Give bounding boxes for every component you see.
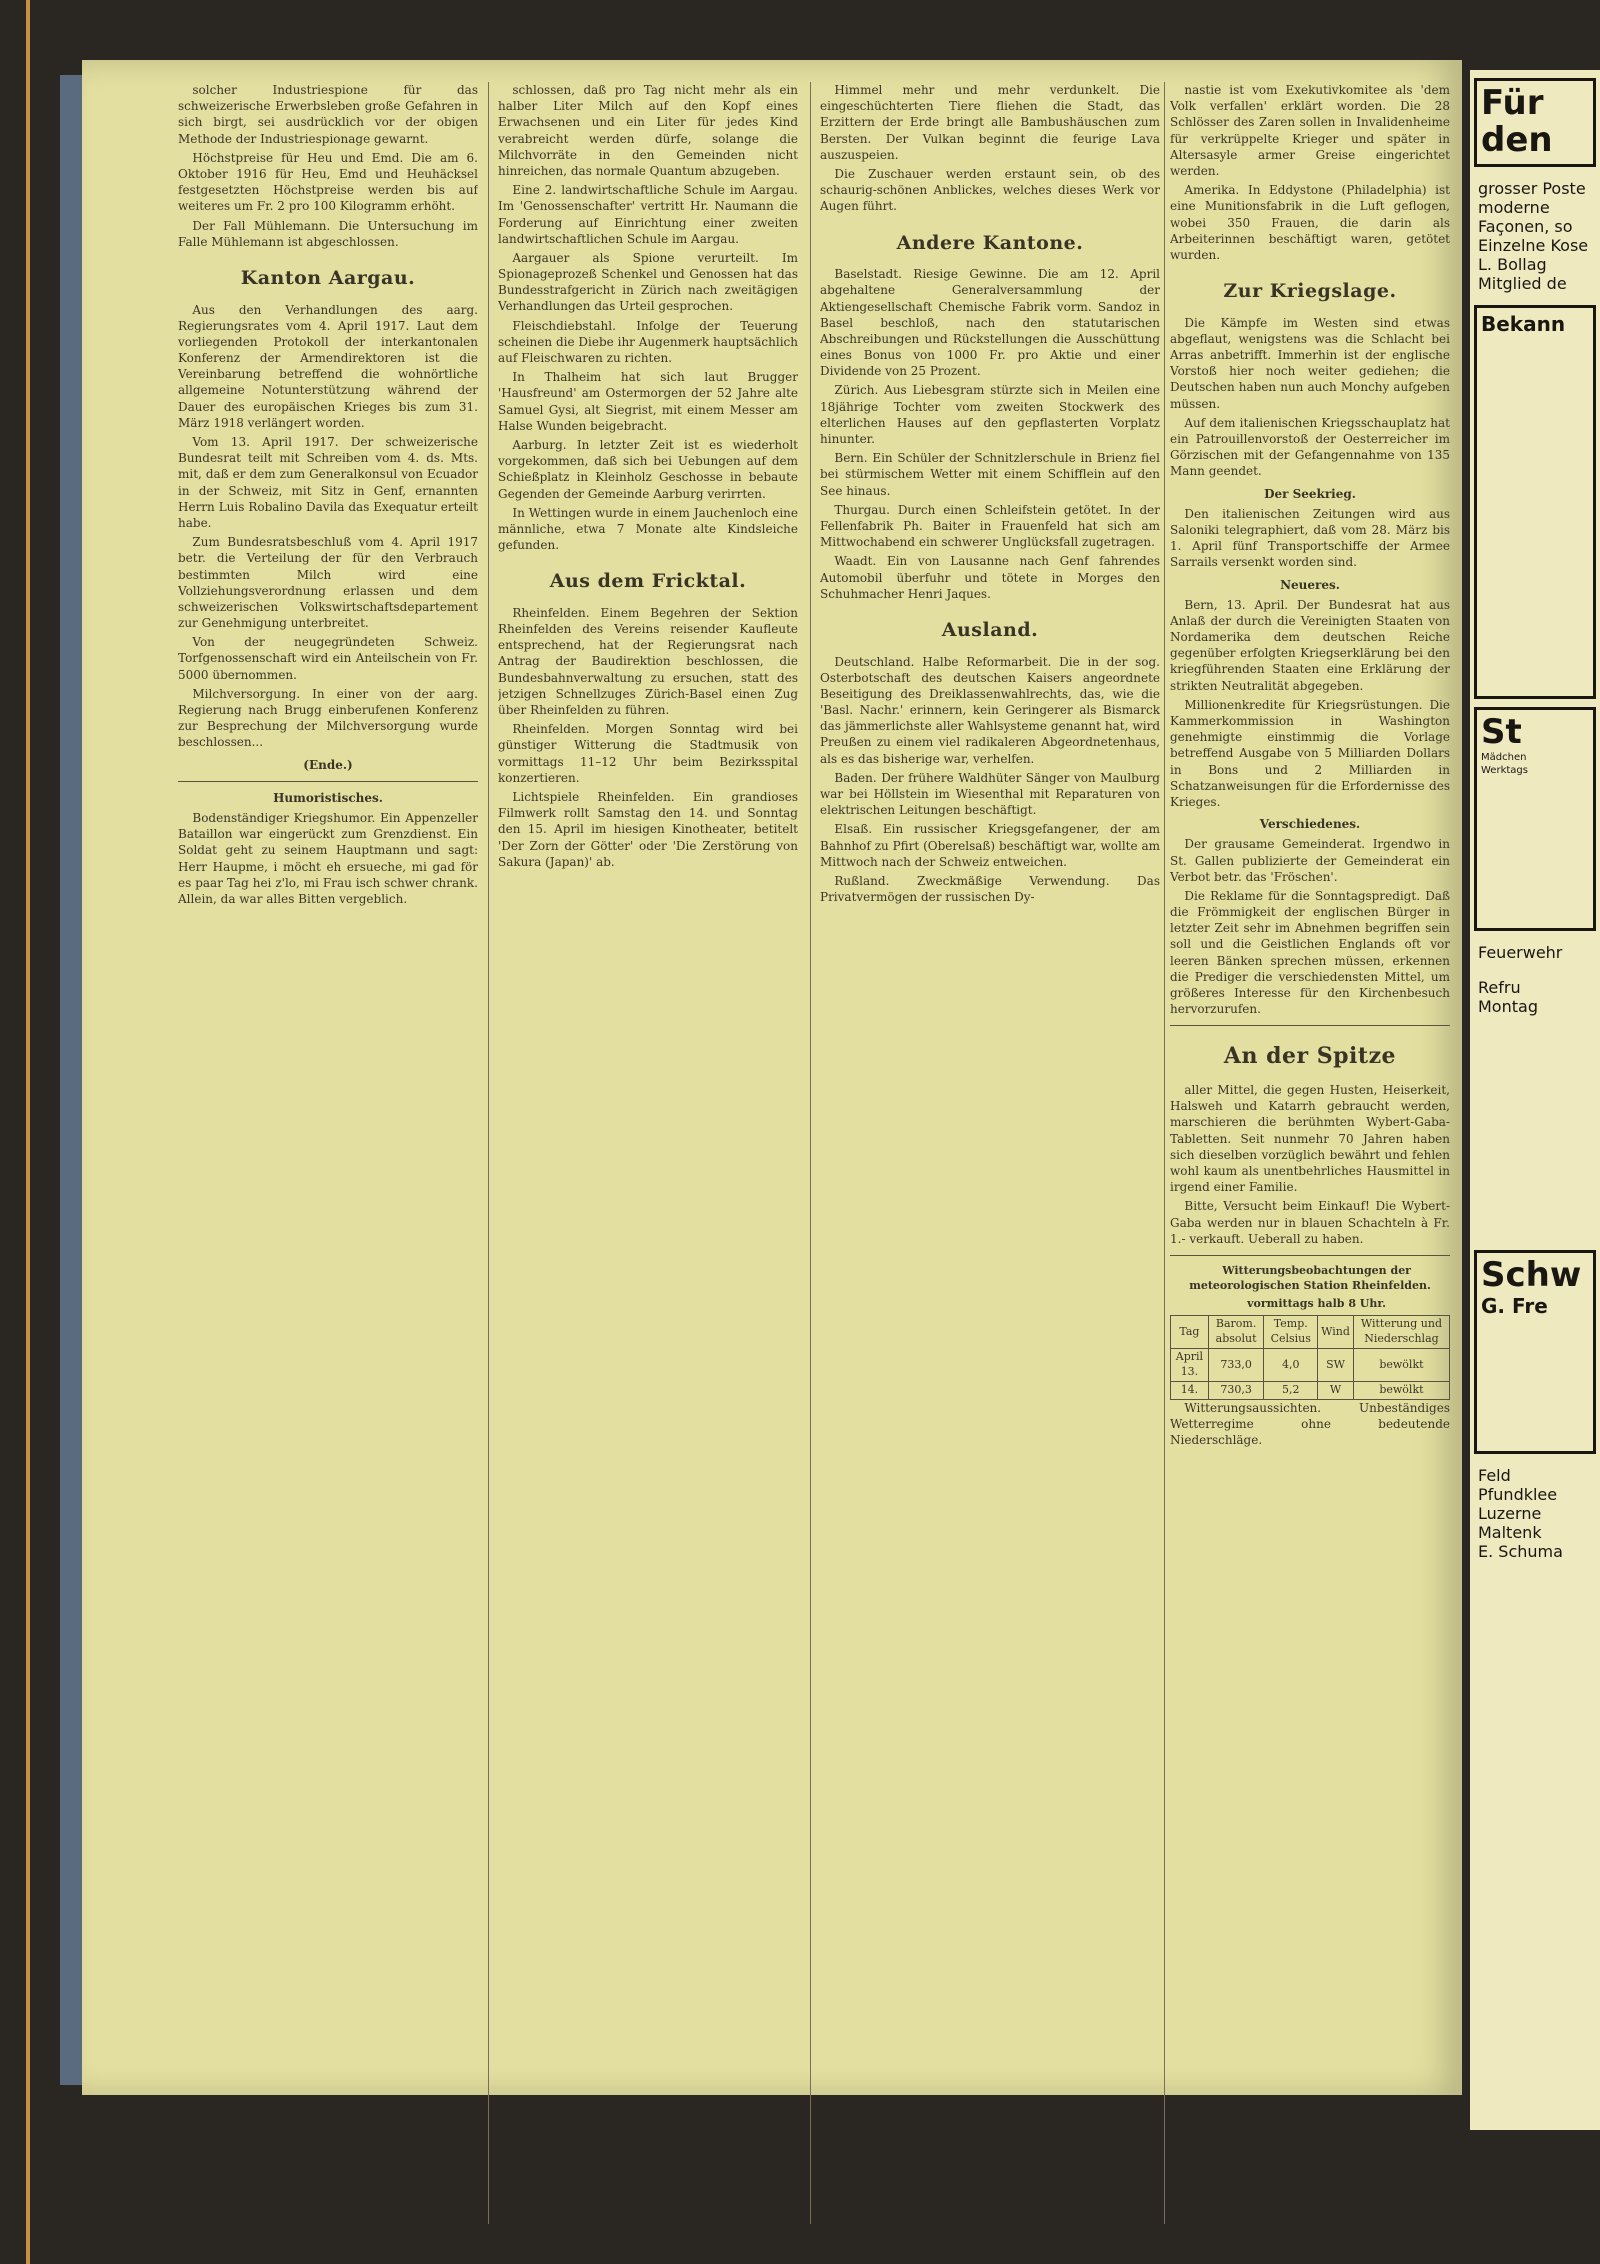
advert-headline: Refru xyxy=(1478,977,1521,997)
weather-outlook: Witterungsaussichten. Unbeständiges Wetterregime ohne bedeutende Niederschläge. xyxy=(1170,1400,1450,1448)
advert-box xyxy=(1474,78,1596,167)
column-header: Tag xyxy=(1171,1316,1209,1349)
article-text: Bern. Ein Schüler der Schnitzlerschule in Brienz fiel bei stürmischem Wetter mit einem Schifflein auf den See hinaus. xyxy=(820,451,1160,498)
table-header-row xyxy=(1171,1316,1450,1349)
article-text: Himmel mehr und mehr verdunkelt. Die eingeschüchterten Tiere fliehen die Stadt, das Erzittern der Erde bringt alle Bambushäuschen zum Bersten. Der Vulkan beginnt die feurige Lava auszuspeien. xyxy=(820,83,1160,162)
advert-box xyxy=(1474,1462,1596,1565)
table-cell: 5,2 xyxy=(1264,1381,1318,1399)
article-text: Auf dem italienischen Kriegsschauplatz hat ein Patrouillenvorstoß der Oesterreicher im Görzischen mit der Gefangennahme von 135 Mann geendet. xyxy=(1170,415,1450,479)
divider xyxy=(178,781,478,782)
column-4 xyxy=(1170,82,1450,2224)
column-header: Barom. absolut xyxy=(1208,1316,1263,1349)
binding-cord xyxy=(26,0,30,2264)
advert-text: moderne Façonen, so xyxy=(1478,197,1573,236)
article-text: Elsaß. Ein russischer Kriegsgefangener, der am Bahnhof zu Pfirt (Oberelsaß) beschäftigt war, wollte am Mittwoch nach der Schweiz entweichen. xyxy=(820,822,1160,869)
advert-text: aller Mittel, die gegen Husten, Heiserkeit, Halsweh und Katarrh gebraucht werden, marschieren die berühmten Wybert-Gaba-Tabletten. Seit nunmehr 70 Jahren haben sich dieselben vorzüglich bewährt und fehlen wohl kaum als unentbehrliches Hausmittel in irgend einer Familie. xyxy=(1170,1083,1450,1195)
article-text: Die Zuschauer werden erstaunt sein, ob des schaurig-schönen Anblickes, welches dieses Werk vor Augen führt. xyxy=(820,166,1160,214)
weather-title: Witterungsbeobachtungen der meteorologischen Station Rheinfelden. xyxy=(1189,1263,1431,1292)
book-spine-edge xyxy=(60,75,82,2085)
article-text: Vom 13. April 1917. Der schweizerische Bundesrat teilt mit Schreiben vom 4. ds. Mts. mit, daß er dem zum Generalkonsul von Ecuador in der Schweiz, mit Sitz in Genf, ernannten Herrn Luis Robalino Davila das Exequatur erteilt habe. xyxy=(178,435,478,530)
table-cell: bewölkt xyxy=(1353,1381,1449,1399)
table-cell: 730,3 xyxy=(1208,1381,1263,1399)
advert-text: Mitglied de xyxy=(1478,273,1567,293)
advert-text: Pfundklee Luzerne Maltenk xyxy=(1478,1484,1558,1542)
column-divider xyxy=(1164,82,1165,2224)
advert-headline: Montag xyxy=(1478,996,1538,1016)
article-text: Rußland. Zweckmäßige Verwendung. Das Privatvermögen der russischen Dy- xyxy=(820,873,1160,905)
advert-brand: E. Schuma xyxy=(1478,1541,1563,1561)
weather-table xyxy=(1170,1315,1450,1399)
article-text: Bodenständiger Kriegshumor. Ein Appenzeller Bataillon war eingerückt zum Grenzdienst. Ein Soldat geht zu seinem Hauptmann und sagt: Herr Haupme, i möcht eh ersueche, mi gad för es paar Tag hei z'lo, mi Frau isch schwer chrank. Allein, da war alles Bitten vergeblich. xyxy=(178,810,478,906)
table-cell: April 13. xyxy=(1171,1349,1209,1382)
section-heading: Aus dem Fricktal. xyxy=(549,570,747,593)
subheading: Verschiedenes. xyxy=(1259,817,1361,832)
advert-headline: Feuerwehr xyxy=(1478,942,1563,962)
article-text: Eine 2. landwirtschaftliche Schule im Aargau. Im 'Genossenschafter' vertritt Hr. Naumann die Forderung auf Einrichtung einer zweiten landwirtschaftlichen Schule im Aargau. xyxy=(498,183,798,246)
article-text: nastie ist vom Exekutivkomitee als 'dem Volk verfallen' erklärt worden. Die 28 Schlösser des Zaren sollen in Invalidenheime für verkrüppelte Krieger und später in Altersasyle armer Greise eingerichtet werden. xyxy=(1170,83,1450,178)
article-text: Höchstpreise für Heu und Emd. Die am 6. Oktober 1916 für Heu, Emd und Heuhäcksel festgesetzten Höchstpreise werden bis auf weiteres um Fr. 2 pro 100 Kilogramm erhöht. xyxy=(178,150,478,214)
article-text: schlossen, daß pro Tag nicht mehr als ein halber Liter Milch auf den Kopf eines Erwachsenen und ein Liter für jedes Kind verabreicht werden dürfe, solange die Milchvorräte in den Gemeinden nicht hinreichen, das normale Quantum abzugeben. xyxy=(498,83,798,178)
advert-headline: Schw xyxy=(1481,1254,1582,1295)
section-heading: Kanton Aargau. xyxy=(240,266,416,289)
article-text: Die Reklame für die Sonntagspredigt. Daß die Frömmigkeit der englischen Bürger in letzter Zeit sehr im Abnehmen begriffen sein soll und die Geistlichen Englands oft vor leeren Bänken sprechen müssen, erkennen die Prediger die verschiedensten Mittel, um größeres Interesse für den Kirchenbesuch hervorzurufen. xyxy=(1170,888,1450,1017)
article-text: Rheinfelden. Morgen Sonntag wird bei günstiger Witterung die Stadtmusik von vormittags 11–12 Uhr beim Bezirksspital konzertieren. xyxy=(498,722,798,785)
advert-box xyxy=(1474,175,1596,297)
article-text: Den italienischen Zeitungen wird aus Saloniki telegraphiert, daß vom 28. März bis 1. April fünf Transportschiffe der Armee Sarrails versenkt worden sind. xyxy=(1170,506,1450,570)
section-heading: Andere Kantone. xyxy=(896,231,1084,254)
article-text: Der grausame Gemeinderat. Irgendwo in St. Gallen publizierte der Gemeinderat ein Verbot betr. das 'Fröschen'. xyxy=(1170,837,1450,884)
article-text: Rheinfelden. Einem Begehren der Sektion Rheinfelden des Vereins reisender Kaufleute entsprechend, hat der Regierungsrat nach Antrag der Baudirektion beschlossen, die Bundesbahnverwaltung zu ersuchen, statt des jetzigen Schnellzuges Zürich-Basel einen Zug über Rheinfelden zu führen. xyxy=(498,605,798,718)
article-text: Der Fall Mühlemann. Die Untersuchung im Falle Mühlemann ist abgeschlossen. xyxy=(178,218,478,249)
advert-headline: Bekann xyxy=(1481,311,1566,336)
table-row xyxy=(1171,1381,1450,1399)
advert-brand: G. Fre xyxy=(1481,1294,1548,1319)
article-end: (Ende.) xyxy=(303,757,353,772)
article-text: Aarburg. In letzter Zeit ist es wiederholt vorgekommen, daß sich bei Uebungen auf dem Schießplatz in Kleinholz Geschosse in bebaute Gegenden der Gemeinde Aarburg verirrten. xyxy=(498,437,798,501)
weather-subtitle: vormittags halb 8 Uhr. xyxy=(1247,1296,1387,1310)
table-cell: 4,0 xyxy=(1264,1349,1318,1382)
section-heading: Humoristisches. xyxy=(273,790,383,805)
section-heading: Zur Kriegslage. xyxy=(1223,280,1397,303)
advert-box xyxy=(1474,974,1596,1242)
advert-text: Werktags xyxy=(1481,765,1528,777)
section-heading: Ausland. xyxy=(941,618,1039,641)
article-text: Millionenkredite für Kriegsrüstungen. Die Kammerkommission in Washington genehmigte einstimmig die Vorlage betreffend Ausgabe von 5 Milliarden Dollars in Bons und 2 Milliarden in Schatzanweisungen für die Erfordernisse des Krieges. xyxy=(1170,697,1450,809)
advert-headline: Einzelne Kose xyxy=(1478,235,1589,255)
article-text: solcher Industriespione für das schweizerische Erwerbsleben große Gefahren in sich birgt, sei ausdrücklich vor der obigen Methode der Industriespionage gewarnt. xyxy=(178,83,478,146)
article-text: Lichtspiele Rheinfelden. Ein grandioses Filmwerk rollt Samstag den 14. und Sonntag den 15. April im hiesigen Kinotheater, betitelt 'Der Zorn der Götter' oder 'Die Zerstörung von Sakura (Japan)' ab. xyxy=(498,789,798,869)
advert-heading: An der Spitze xyxy=(1223,1043,1397,1070)
column-divider xyxy=(488,82,489,2224)
advert-box xyxy=(1474,707,1596,931)
article-text: Baselstadt. Riesige Gewinne. Die am 12. April abgehaltene Generalversammlung der Aktiengesellschaft Chemische Fabrik vorm. Sandoz in Basel beschloß, nach den statutarischen Abschreibungen und Rückstellungen die Ausschüttung eines Bonus von 1000 Fr. pro Aktie und einer Dividende von 25 Prozent. xyxy=(820,267,1160,379)
article-text: In Wettingen wurde in einem Jauchenloch eine männliche, etwa 7 Monate alte Kindsleiche gefunden. xyxy=(498,505,798,553)
column-divider xyxy=(810,82,811,2224)
advert-brand: L. Bollag xyxy=(1478,254,1547,274)
table-cell: SW xyxy=(1318,1349,1354,1382)
advert-headline: Für den xyxy=(1481,83,1553,161)
column-header: Temp. Celsius xyxy=(1264,1316,1318,1349)
advert-text: Mädchen xyxy=(1481,752,1527,764)
column-3 xyxy=(820,82,1160,2224)
column-header: Witterung und Niederschlag xyxy=(1353,1316,1449,1349)
divider xyxy=(1170,1025,1450,1026)
article-text: Milchversorgung. In einer von der aarg. Regierung nach Brugg einberufenen Konferenz zur Besprechung der Milchversorgung wurde beschlossen... xyxy=(178,686,478,750)
advert-headline: St xyxy=(1481,711,1522,752)
article-text: Die Kämpfe im Westen sind etwas abgeflaut, wenigstens was die Schlacht bei Arras anbetrifft. Immerhin ist der englische Vorstoß hier noch weiter gediehen; die Deutschen haben nun auch Monchy aufgeben müssen. xyxy=(1170,315,1450,411)
subheading: Neueres. xyxy=(1280,577,1340,592)
table-cell: 14. xyxy=(1171,1381,1209,1399)
article-text: Fleischdiebstahl. Infolge der Teuerung scheinen die Diebe ihr Augenmerk hauptsächlich auf Fleischwaren zu richten. xyxy=(498,318,798,365)
table-cell: bewölkt xyxy=(1353,1349,1449,1382)
advert-headline: grosser Poste xyxy=(1478,178,1586,198)
advert-box xyxy=(1474,939,1596,966)
divider xyxy=(1170,1255,1450,1256)
table-cell: W xyxy=(1318,1381,1354,1399)
article-text: Zum Bundesratsbeschluß vom 4. April 1917 betr. die Verteilung der für den Verbrauch bestimmten Milch wird eine Vollziehungsverordnung erlassen und dem schweizerischen Volkswirtschaftsdepartement zur Genehmigung unterbreitet. xyxy=(178,535,478,631)
advert-box xyxy=(1474,1250,1596,1454)
article-text: Aus den Verhandlungen des aarg. Regierungsrates vom 4. April 1917. Laut dem vorliegenden Protokoll der interkantonalen Konferenz der Armendirektoren ist die Vereinbarung betreffend die wohnörtliche allgemeine Notunterstützung während der Dauer des europäischen Krieges bis zum 31. März 1918 verlängert worden. xyxy=(178,302,478,430)
article-text: Aargauer als Spione verurteilt. Im Spionageprozeß Schenkel und Genossen hat das Bundesstrafgericht in Zürich nach zweitägigen Verhandlungen das Urteil gesprochen. xyxy=(498,250,798,314)
article-text: Von der neugegründeten Schweiz. Torfgenossenschaft wird ein Anteilschein von Fr. 5000 übernommen. xyxy=(178,635,478,682)
article-text: Baden. Der frühere Waldhüter Sänger von Maulburg war bei Höllstein im Wiesenthal mit Reparaturen von elektrischen Leitungen beschäftigt. xyxy=(820,770,1160,818)
article-text: Bern, 13. April. Der Bundesrat hat aus Anlaß der durch die Vereinigten Staaten von Nordamerika dem deutschen Reiche gegenüber erfolgten Kriegserklärung bei den kriegführenden Staaten eine Erklärung der strikten Neutralität abgegeben. xyxy=(1170,597,1450,693)
column-2 xyxy=(498,82,798,2224)
article-text: Waadt. Ein von Lausanne nach Genf fahrendes Automobil überfuhr und tötete in Morges den Schuhmacher Henri Jaques. xyxy=(820,554,1160,601)
article-text: Deutschland. Halbe Reformarbeit. Die in der sog. Osterbotschaft des deutschen Kaisers angeordnete Beseitigung des Dreiklassenwahlrechts, das, wie die 'Basl. Nachr.' erinnern, kein Geringerer als Bismarck das jämmerlichste aller Wahlsysteme genannt hat, wird Preußen zu einem viel radikaleren Abgeordnetenhaus, als es das bisherige war, verhelfen. xyxy=(820,654,1160,766)
column-1 xyxy=(178,82,478,2224)
table-row xyxy=(1171,1349,1450,1382)
article-text: In Thalheim hat sich laut Brugger 'Hausfreund' am Ostermorgen der 52 Jahre alte Samuel Gysi, alt Siegrist, mit einem Messer am Halse Wunden beigebracht. xyxy=(498,370,798,433)
next-page-adverts xyxy=(1470,70,1600,2130)
subheading: Der Seekrieg. xyxy=(1264,486,1356,501)
advert-box xyxy=(1474,305,1596,699)
advert-headline: Feld xyxy=(1478,1465,1511,1485)
article-text: Amerika. In Eddystone (Philadelphia) ist eine Munitionsfabrik in die Luft geflogen, wobei 350 Frauen, die darin als Arbeiterinnen beschäftigt waren, getötet wurden. xyxy=(1170,183,1450,262)
article-text: Zürich. Aus Liebesgram stürzte sich in Meilen eine 18jährige Tochter vom zweiten Stockwerk des elterlichen Hauses auf den gepflasterten Vorplatz hinunter. xyxy=(820,383,1160,447)
article-text: Thurgau. Durch einen Schleifstein getötet. In der Fellenfabrik Ph. Baiter in Frauenfeld hat sich am Mittwochabend ein schwerer Unglücksfall zugetragen. xyxy=(820,502,1160,550)
column-header: Wind xyxy=(1318,1316,1354,1349)
advert-note: Bitte, Versucht beim Einkauf! Die Wybert-Gaba werden nur in blauen Schachteln à Fr. 1.- verkauft. Ueberall zu haben. xyxy=(1170,1199,1450,1246)
table-cell: 733,0 xyxy=(1208,1349,1263,1382)
